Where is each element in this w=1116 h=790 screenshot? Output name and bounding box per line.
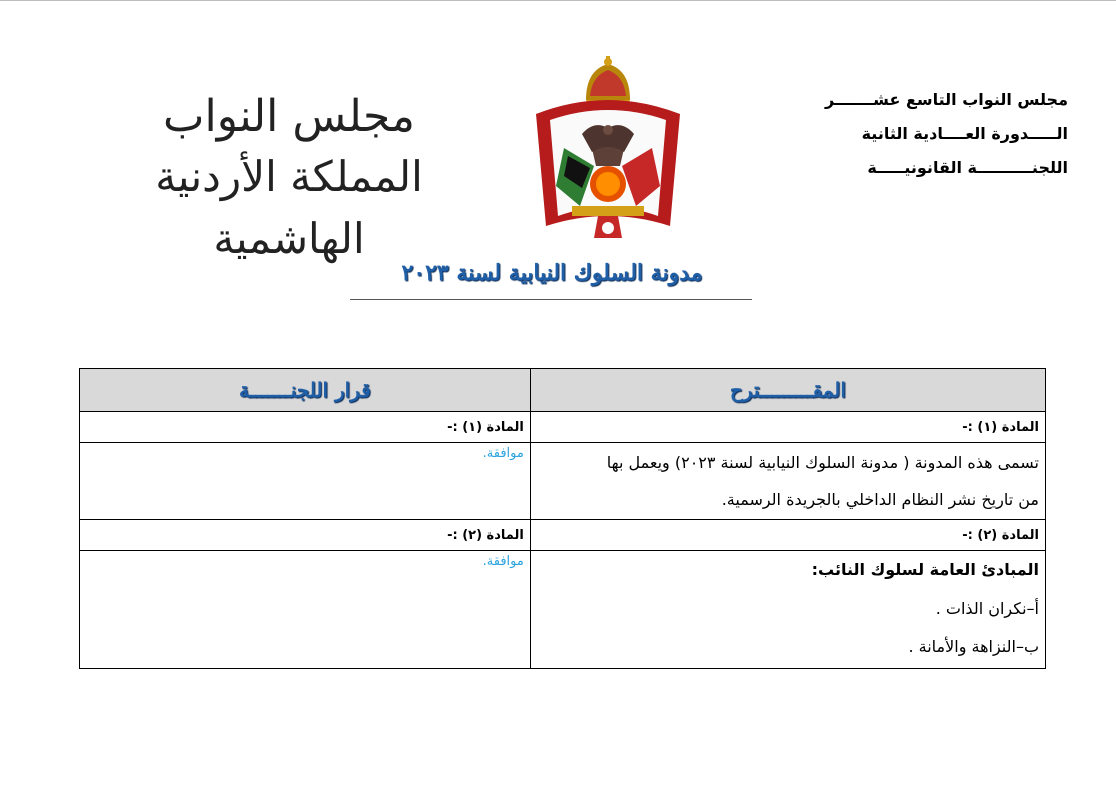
- table-row: [80, 443, 1046, 520]
- article-1-text: [530, 443, 1045, 520]
- articles-table: [79, 368, 1046, 669]
- session-line: الـــــدورة العــــادية الثانية: [861, 124, 1068, 143]
- article-1-proposal: المادة (١) :-: [530, 412, 1045, 443]
- document-title: مدونة السلوك النيابية لسنة ٢٠٢٣: [401, 260, 703, 286]
- article-2-approval: موافقة.: [80, 551, 531, 669]
- decision-header: قرار اللجنـــــــة: [80, 369, 531, 412]
- article-2-decision: المادة (٢) :-: [80, 520, 531, 551]
- article-2-line-2: أ–نكران الذات .: [935, 599, 1039, 618]
- parliament-line: مجلس النواب التاسع عشـــــــر: [824, 90, 1068, 109]
- table-row: [80, 520, 1046, 551]
- proposal-header: المقـــــــــترح: [530, 369, 1045, 412]
- article-1-decision: المادة (١) :-: [80, 412, 531, 443]
- committee-header: [778, 86, 1068, 188]
- calligraphy-logo: [74, 88, 504, 263]
- top-border-line: [0, 0, 1116, 1]
- committee-line: اللجنــــــــــة القانونيـــــة: [867, 158, 1068, 177]
- calligraphy-line-2: المملكة الأردنية الهاشمية: [155, 152, 423, 263]
- article-2-text: [530, 551, 1045, 669]
- title-underline: [350, 299, 752, 300]
- table-row: [80, 412, 1046, 443]
- crown-icon: [586, 56, 630, 106]
- article-1-line-1: تسمى هذه المدونة ( مدونة السلوك النيابية لسنة ٢٠٢٣) ويعمل بها: [606, 453, 1039, 472]
- article-1-approval: موافقة.: [80, 443, 531, 520]
- article-2-line-3: ب–النزاهة والأمانة .: [908, 637, 1039, 656]
- calligraphy-line-1: مجلس النواب: [163, 91, 415, 142]
- article-2-line-1: المبادئ العامة لسلوك النائب:: [811, 560, 1039, 579]
- coat-of-arms-icon: [520, 56, 696, 246]
- table-row: [80, 551, 1046, 669]
- table-header-row: [80, 369, 1046, 412]
- article-2-proposal: المادة (٢) :-: [530, 520, 1045, 551]
- article-1-line-2: من تاريخ نشر النظام الداخلي بالجريدة الرسمية.: [721, 490, 1039, 509]
